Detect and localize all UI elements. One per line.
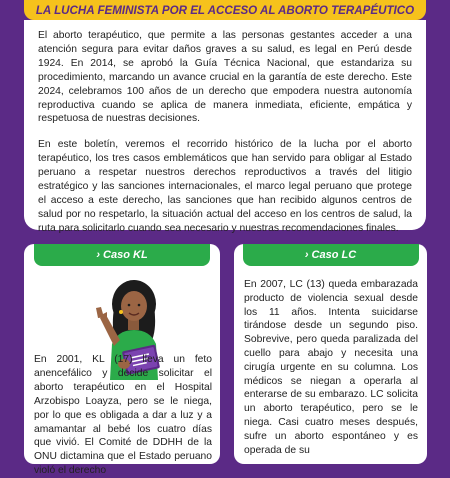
case-lc-card: [234, 244, 427, 464]
case-lc-tab: › Caso LC: [243, 244, 419, 266]
case-kl-text: En 2001, KL (17) lleva un feto anencefálico y decide solicitar el aborto terapéutico en el Hospital Arzobispo Loayza, pero se le niega, por lo que es obligada a dar a luz y a amamantar al bebé los cuatro días que vivió. El Comité de DDHH de la ONU dictamina que el Estado peruano violó el derecho: [34, 354, 212, 477]
page-title: LA LUCHA FEMINISTA POR EL ACCESO AL ABORTO TERAPÉUTICO: [35, 3, 415, 17]
case-kl-card: [24, 244, 220, 477]
intro-paragraph-1: El aborto terapéutico, que permite a las personas gestantes acceder a una atención segura para evitar daños graves a su salud, es legal en Perú desde 1924. En 2014, se aprobó la Guía Técnica Nacional, que estandariza su procedimiento, marcando un avance crucial en la garantía de este derecho. Este 2024, celebramos 100 años de un derecho que empodera nuestra autonomía reproductiva cuando se aplica de manera inmediata, eficiente, empática y respetuosa de nuestras decisiones.: [38, 30, 412, 125]
case-kl-tab: › Caso KL: [34, 244, 210, 266]
case-lc-text: En 2007, LC (13) queda embarazada producto de violencia sexual desde los 11 años. Intenta suicidarse tirándose desde un segundo piso. Sobrevive, pero queda paralizada del cuello para abajo y necesita una cirugía urgente en su columna. Los médicos se niegan a operarla al enterarse de su embarazo. LC solicita un aborto terapéutico, pero se le niega. Casi cuatro meses después, sufre un aborto espontáneo y es operada de su: [244, 279, 418, 456]
title-banner: [24, 0, 426, 20]
intro-card: [24, 20, 426, 234]
intro-paragraph-2: En este boletín, veremos el recorrido histórico de la lucha por el aborto terapéutico, los tres casos emblemáticos que han servido para obligar al Estado peruano a respetar nuestros derechos reproductivos a través del litigio estratégico y las sanciones internacionales, el marco legal peruano que protege el acceso a este derecho, las sanciones que han recibido algunos centros de salud por no respetarlo, la situación actual del acceso en los centros de salud, la ruta para solicitarlo cuando sea necesario y nuestras recomendaciones finales.: [38, 139, 412, 234]
